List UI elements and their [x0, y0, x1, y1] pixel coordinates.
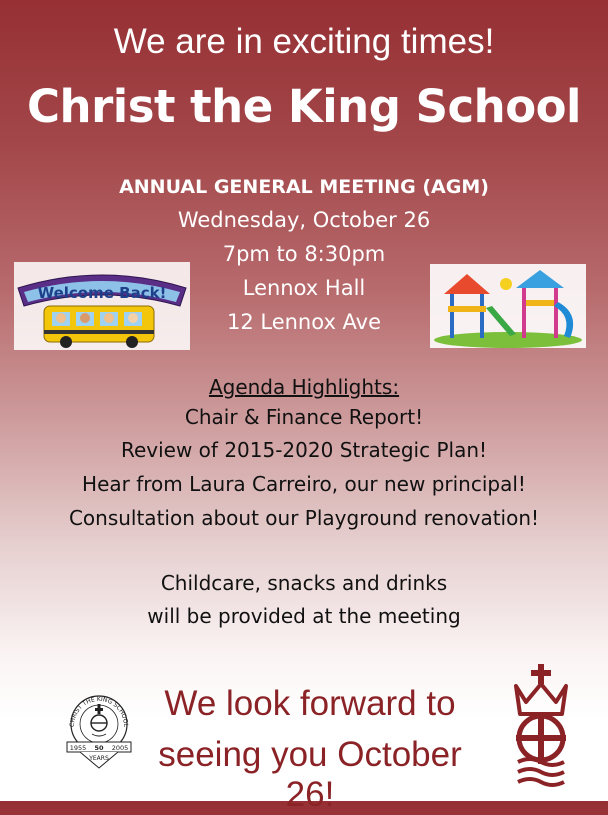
closing-line-1: We look forward to [164, 684, 456, 723]
agenda-item: Review of 2015-2020 Strategic Plan! [120, 438, 488, 462]
notes-line-2: will be provided at the meeting [147, 604, 461, 628]
school-50-years-seal [66, 690, 132, 772]
school-name: Christ the King School [27, 80, 581, 133]
notes-line-1: Childcare, snacks and drinks [160, 571, 448, 595]
seal-arc-text: CHRIST THE KING SCHOOL [68, 695, 130, 728]
closing-line-2: seeing you October 26! [158, 735, 462, 814]
welcome-back-bus-image [14, 262, 190, 350]
playground-image [430, 264, 586, 348]
agenda-item: Consultation about our Playground renovation! [68, 506, 540, 530]
agenda-item: Chair & Finance Report! [184, 405, 424, 429]
meeting-title: ANNUAL GENERAL MEETING (AGM) [119, 176, 489, 198]
seal-year-end: 2005 [111, 744, 129, 752]
agenda-heading: Agenda Highlights: [208, 375, 400, 399]
meeting-location: Lennox Hall [242, 276, 366, 300]
seal-years-number: 50 [94, 744, 104, 752]
crown-cross-crest-icon [508, 662, 574, 790]
meeting-address: 12 Lennox Ave [226, 310, 382, 334]
seal-year-start: 1955 [69, 744, 87, 752]
tagline: We are in exciting times! [113, 22, 495, 61]
welcome-banner-text: Welcome Back! [37, 284, 167, 302]
meeting-date: Wednesday, October 26 [177, 208, 431, 232]
meeting-time: 7pm to 8:30pm [222, 242, 386, 266]
seal-years-label: YEARS [89, 755, 109, 762]
agenda-item: Hear from Laura Carreiro, our new principal! [82, 472, 526, 496]
